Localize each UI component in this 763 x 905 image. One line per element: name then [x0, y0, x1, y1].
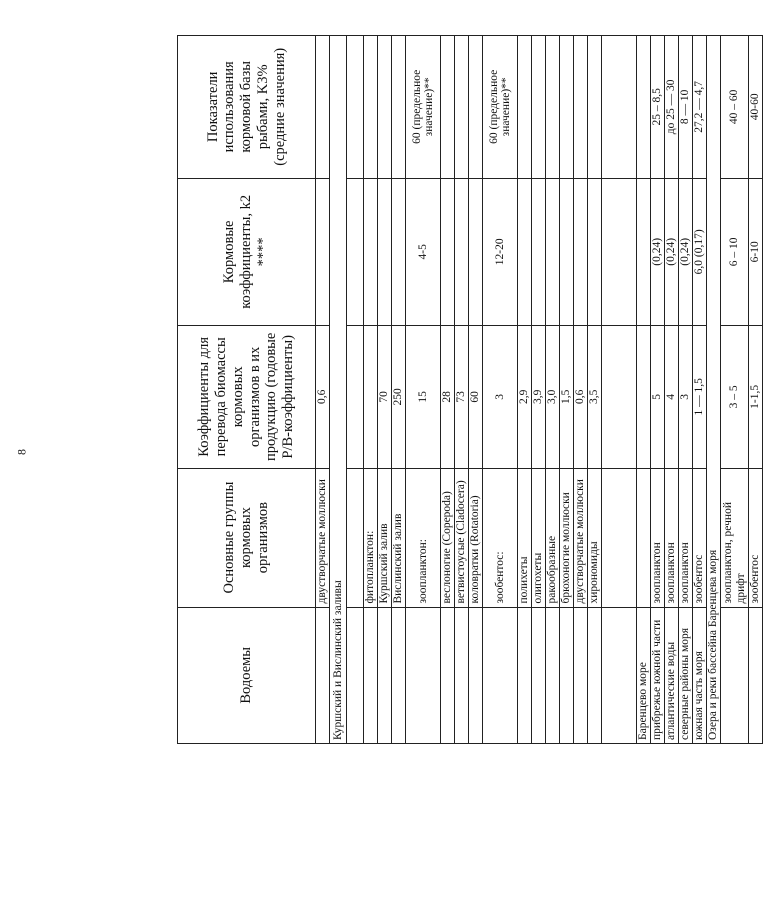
table-row [651, 36, 665, 744]
header-k3-usage: Показатели использования кормовой базы рыбами, K3% (средние значения) [178, 36, 316, 179]
table-row [392, 36, 406, 744]
cell-group [637, 468, 651, 607]
cell-group: Куршский залив [378, 468, 392, 607]
table-row [588, 36, 602, 744]
table-row [532, 36, 546, 744]
cell-k2 [347, 178, 364, 325]
cell-k3: до 25 — 30 [665, 36, 679, 179]
section-barents-lakes-rivers: Озера и реки бассейна Баренцева моря [707, 36, 721, 744]
cell-pb: 4 [665, 326, 679, 469]
cell-k3 [546, 36, 560, 179]
cell-group: зообентос [749, 468, 763, 607]
section-row [330, 36, 347, 744]
cell-group: хирономиды [588, 468, 602, 607]
cell-k3 [560, 36, 574, 179]
cell-group: зообентос [693, 468, 707, 607]
header-pb-coefficients: Коэффициенты для перевода биомассы кормовых организмов в их продукцию (годовые P/B-коэффициенты) [178, 326, 316, 469]
cell-pb: 70 [378, 326, 392, 469]
cell-water-body [316, 607, 330, 743]
cell-water-body [347, 607, 364, 743]
cell-group: брюхоногие моллюски [560, 468, 574, 607]
rotated-page [177, 35, 762, 744]
cell-water-body [602, 607, 637, 743]
cell-pb [637, 326, 651, 469]
cell-k3: 40-60 [749, 36, 763, 179]
cell-group: двустворчатые моллюски [316, 468, 330, 607]
cell-group: фитопланктон: [364, 468, 378, 607]
cell-k3 [441, 36, 455, 179]
cell-pb [347, 326, 364, 469]
cell-pb: 73 [455, 326, 469, 469]
section-curonian-vistula: Куршский и Вислинский заливы [330, 36, 347, 744]
cell-pb: 3 [483, 326, 518, 469]
cell-k2 [546, 178, 560, 325]
cell-k3 [518, 36, 532, 179]
table-row [441, 36, 455, 744]
cell-water-body [721, 607, 749, 743]
cell-water-body [441, 607, 455, 743]
cell-water-body [406, 607, 441, 743]
cell-k2 [518, 178, 532, 325]
cell-pb [364, 326, 378, 469]
table-row [574, 36, 588, 744]
cell-water-body [378, 607, 392, 743]
section-row [637, 36, 651, 744]
header-water-bodies: Водоемы [178, 607, 316, 743]
cell-k3: 8 — 10 [679, 36, 693, 179]
cell-pb: 1,5 [560, 326, 574, 469]
cell-k2: (0,24) [665, 178, 679, 325]
table-row [546, 36, 560, 744]
cell-k2 [574, 178, 588, 325]
cell-water-body: северные районы моря [679, 607, 693, 743]
cell-pb: 250 [392, 326, 406, 469]
table-row [602, 36, 637, 744]
cell-group: зоопланктон [679, 468, 693, 607]
cell-group: олигохеты [532, 468, 546, 607]
cell-group: ветвистоусые (Cladocera) [455, 468, 469, 607]
cell-water-body [364, 607, 378, 743]
cell-k2 [637, 178, 651, 325]
cell-k2 [392, 178, 406, 325]
cell-k2 [364, 178, 378, 325]
cell-k3 [392, 36, 406, 179]
cell-k3 [316, 36, 330, 179]
cell-water-body [518, 607, 532, 743]
cell-water-body [588, 607, 602, 743]
cell-group: зоопланктон [651, 468, 665, 607]
cell-water-body [560, 607, 574, 743]
cell-k2 [602, 178, 637, 325]
cell-group [602, 468, 637, 607]
table-row [455, 36, 469, 744]
cell-group: зообентос: [483, 468, 518, 607]
cell-group: ракообразные [546, 468, 560, 607]
cell-group: Вислинский залив [392, 468, 406, 607]
header-forage-groups: Основные группы кормовых организмов [178, 468, 316, 607]
table-row [665, 36, 679, 744]
table-row [693, 36, 707, 744]
cell-group: полихеты [518, 468, 532, 607]
cell-water-body: южная часть моря [693, 607, 707, 743]
table-row [749, 36, 763, 744]
cell-k2 [588, 178, 602, 325]
cell-water-body [392, 607, 406, 743]
cell-k3 [532, 36, 546, 179]
cell-pb: 0,6 [574, 326, 588, 469]
cell-k2: 6,0 (0,17) [693, 178, 707, 325]
cell-pb: 15 [406, 326, 441, 469]
table-row [721, 36, 749, 744]
cell-pb: 1 — 1,5 [693, 326, 707, 469]
cell-pb: 3,5 [588, 326, 602, 469]
cell-k2: 12-20 [483, 178, 518, 325]
cell-pb: 60 [469, 326, 483, 469]
table-row [518, 36, 532, 744]
table-row [483, 36, 518, 744]
cell-k3: 25 – 8,5 [651, 36, 665, 179]
page-number: 8 [14, 449, 29, 455]
cell-water-body: прибрежье южной части [651, 607, 665, 743]
cell-group [347, 468, 364, 607]
cell-k2 [378, 178, 392, 325]
cell-k3 [637, 36, 651, 179]
cell-k3: 60 (предельное значение)** [483, 36, 518, 179]
cell-water-body [469, 607, 483, 743]
cell-water-body [749, 607, 763, 743]
cell-water-body [532, 607, 546, 743]
forage-coefficients-table [177, 35, 763, 744]
cell-k3 [347, 36, 364, 179]
cell-group: веслоногие (Copepoda) [441, 468, 455, 607]
cell-group: зоопланктон [665, 468, 679, 607]
cell-k2: (0,24) [679, 178, 693, 325]
cell-k2 [469, 178, 483, 325]
table-row [316, 36, 330, 744]
cell-pb: 3 [679, 326, 693, 469]
cell-water-body [574, 607, 588, 743]
cell-k3 [455, 36, 469, 179]
cell-water-body [483, 607, 518, 743]
cell-k3 [602, 36, 637, 179]
cell-group: двустворчатые моллюски [574, 468, 588, 607]
table-row [406, 36, 441, 744]
cell-water-body: атлантические воды [665, 607, 679, 743]
cell-k2: 6 – 10 [721, 178, 749, 325]
cell-group: коловратки (Rotatoria) [469, 468, 483, 607]
cell-k2: 6-10 [749, 178, 763, 325]
cell-k3: 60 (предельное значение)** [406, 36, 441, 179]
table-row [364, 36, 378, 744]
cell-k2 [560, 178, 574, 325]
header-row [178, 36, 316, 744]
cell-pb [602, 326, 637, 469]
cell-k3: 27,2 — 4,7 [693, 36, 707, 179]
cell-pb: 0,6 [316, 326, 330, 469]
section-barents-sea: Баренцево море [637, 607, 651, 743]
cell-pb: 3,9 [532, 326, 546, 469]
cell-water-body [546, 607, 560, 743]
cell-group: зоопланктон, речной дрифт [721, 468, 749, 607]
cell-pb: 3,0 [546, 326, 560, 469]
cell-k3 [469, 36, 483, 179]
cell-pb: 1-1,5 [749, 326, 763, 469]
cell-pb: 28 [441, 326, 455, 469]
table-row [560, 36, 574, 744]
table-row [378, 36, 392, 744]
header-k2-coefficients: Кормовые коэффициенты, k2 **** [178, 178, 316, 325]
cell-k3: 40 – 60 [721, 36, 749, 179]
cell-k3 [364, 36, 378, 179]
cell-k3 [378, 36, 392, 179]
cell-group: зоопланктон: [406, 468, 441, 607]
cell-k2 [316, 178, 330, 325]
section-row [707, 36, 721, 744]
cell-pb: 3 – 5 [721, 326, 749, 469]
cell-pb: 5 [651, 326, 665, 469]
table-row [679, 36, 693, 744]
table-row [347, 36, 364, 744]
cell-k2 [455, 178, 469, 325]
cell-k3 [588, 36, 602, 179]
cell-k2: 4-5 [406, 178, 441, 325]
cell-k2 [532, 178, 546, 325]
cell-pb: 2,9 [518, 326, 532, 469]
table-row [469, 36, 483, 744]
cell-water-body [455, 607, 469, 743]
cell-k3 [574, 36, 588, 179]
cell-k2: (0,24) [651, 178, 665, 325]
cell-k2 [441, 178, 455, 325]
